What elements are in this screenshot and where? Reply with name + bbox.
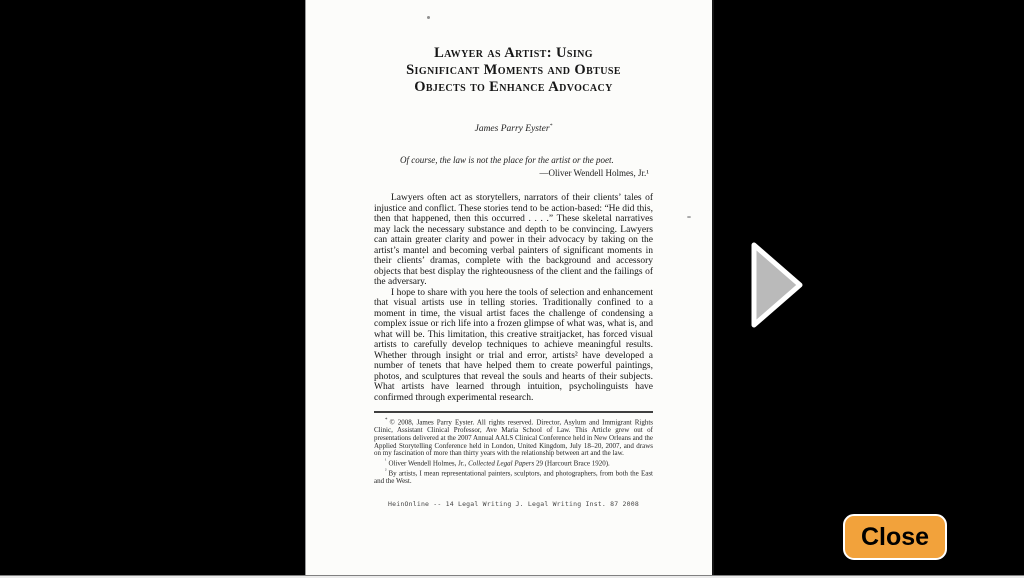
author-footnote-marker: * [549,123,553,129]
author-byline [374,123,653,134]
heinonline-citation-footer: HeinOnline -- 14 Legal Writing J. Legal Writing Inst. 87 2008 [388,499,639,508]
footnote-citation: Collected Legal Papers [468,459,535,468]
play-next-arrow-icon [751,241,803,329]
footnotes [374,417,653,486]
footnote-text: © 2008, James Parry Eyster. All rights reserved. Director, Asylum and Immigrant Rights Clinic, Assistant Clinical Professor, Ave Maria School of Law. This Article grew out of presentations delivered at the 2007 Annual AALS Clinical Conference held in New Orleans and the Applied Storytelling Conference held in London, United Kingdom, July 18–20, 2007, and draws on my fascination of more than thirty years with the relationship between art and the law. [374,418,653,458]
footnote-text: By artists, I mean representational painters, sculptors, and photographers, from both the East and the West. [374,469,653,486]
footnote-1 [374,458,653,468]
document-page [305,0,714,575]
page-content [374,0,653,508]
article-title-line: Objects to Enhance Advocacy [414,79,613,95]
body-paragraph: I hope to share with you here the tools of selection and enhancement that visual artists use in telling stories. Traditionally confined to a moment in time, the visual artist faces the challenge of condensing a complex issue or rich life into a frozen glimpse of what was, what is, and what will be. This limitation, this creative straitjacket, has forced visual artists to carefully develop techniques to achieve meaningful results. Whether through insight or trial and error, artists² have developed a number of tenets that have helped them to create powerful paintings, photos, and sculptures that reveal the souls and hearts of their subjects. What artists have learned through intuition, psycholinguists have confirmed through experimental research. [374,287,653,403]
footnote-marker: * [385,418,388,424]
author-name: James Parry Eyster [474,124,550,135]
epigraph-attribution: —Oliver Wendell Holmes, Jr.¹ [539,168,649,179]
footnote-text: Oliver Wendell Holmes, Jr., [388,459,469,468]
next-page-button[interactable] [751,241,803,329]
close-button[interactable]: Close [843,514,947,560]
body-paragraph: Lawyers often act as storytellers, narrators of their clients’ tales of injustice and conflict. These stories tend to be action-based: “He did this, then that happened, then this occurred . . . .” These skeletal narratives may lack the necessary substance and depth to be convincing. Lawyers can attain greater clarity and power in their advocacy by taking on the artist’s mantel and becoming verbal painters of significant moments in their clients’ dramas, complete with the background and accessory objects that best display the righteousness of the client and the failings of the adversary. [374,193,653,288]
footnote-marker: ¹ [385,459,387,464]
article-title-line: Significant Moments and Obtuse [406,62,621,78]
epigraph [374,154,653,180]
footnote-marker: ² [385,469,387,475]
scan-speck [687,216,691,218]
article-title [374,45,653,96]
footnote-text: 29 (Harcourt Brace 1920). [534,459,610,468]
footnote-2 [374,468,653,486]
footnote-separator [374,411,653,413]
article-body [374,193,653,403]
article-title-line: Lawyer as Artist: Using [434,45,593,61]
footnote-star [374,417,653,458]
epigraph-quote: Of course, the law is not the place for the artist or the poet. [400,155,614,166]
